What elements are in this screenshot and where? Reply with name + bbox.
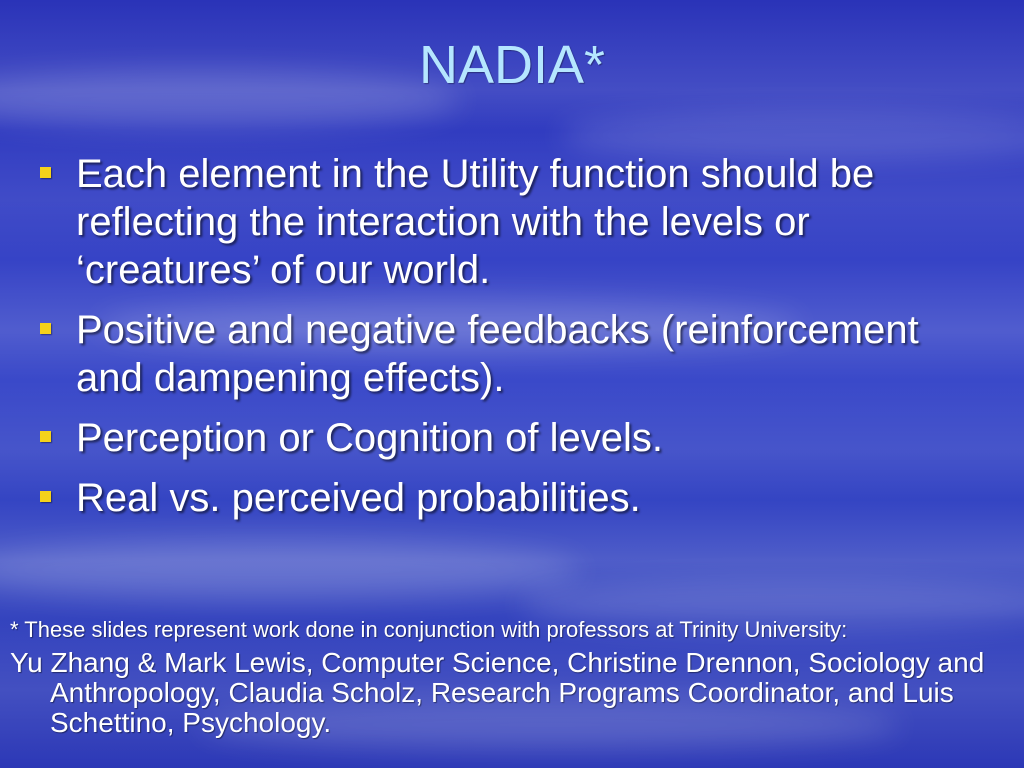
yellow-square-bullet-icon <box>40 167 51 178</box>
bullet-item <box>36 150 996 294</box>
credits: Yu Zhang & Mark Lewis, Computer Science, Christine Drennon, Sociology and Anthropology, Claudia Scholz, Research Programs Coordinator, and Luis Schettino, Psychology. <box>10 647 985 738</box>
yellow-square-bullet-icon <box>40 431 51 442</box>
yellow-square-bullet-icon <box>40 323 51 334</box>
bullet-list <box>36 150 996 534</box>
bullet-item <box>36 474 996 522</box>
bullet-item <box>36 306 996 402</box>
bullet-text: Perception or Cognition of levels. <box>76 416 663 460</box>
yellow-square-bullet-icon <box>40 491 51 502</box>
slide-title: NADIA* <box>418 35 606 95</box>
bullet-text: Each element in the Utility function should be reflecting the interaction with the levels or ‘creatures’ of our world. <box>76 152 875 292</box>
bullet-item <box>36 414 996 462</box>
background-cloud <box>0 540 580 600</box>
footnote: * These slides represent work done in conjunction with professors at Trinity University: <box>10 617 848 642</box>
bullet-text: Real vs. perceived probabilities. <box>76 476 641 520</box>
bullet-text: Positive and negative feedbacks (reinforcement and dampening effects). <box>76 308 919 400</box>
